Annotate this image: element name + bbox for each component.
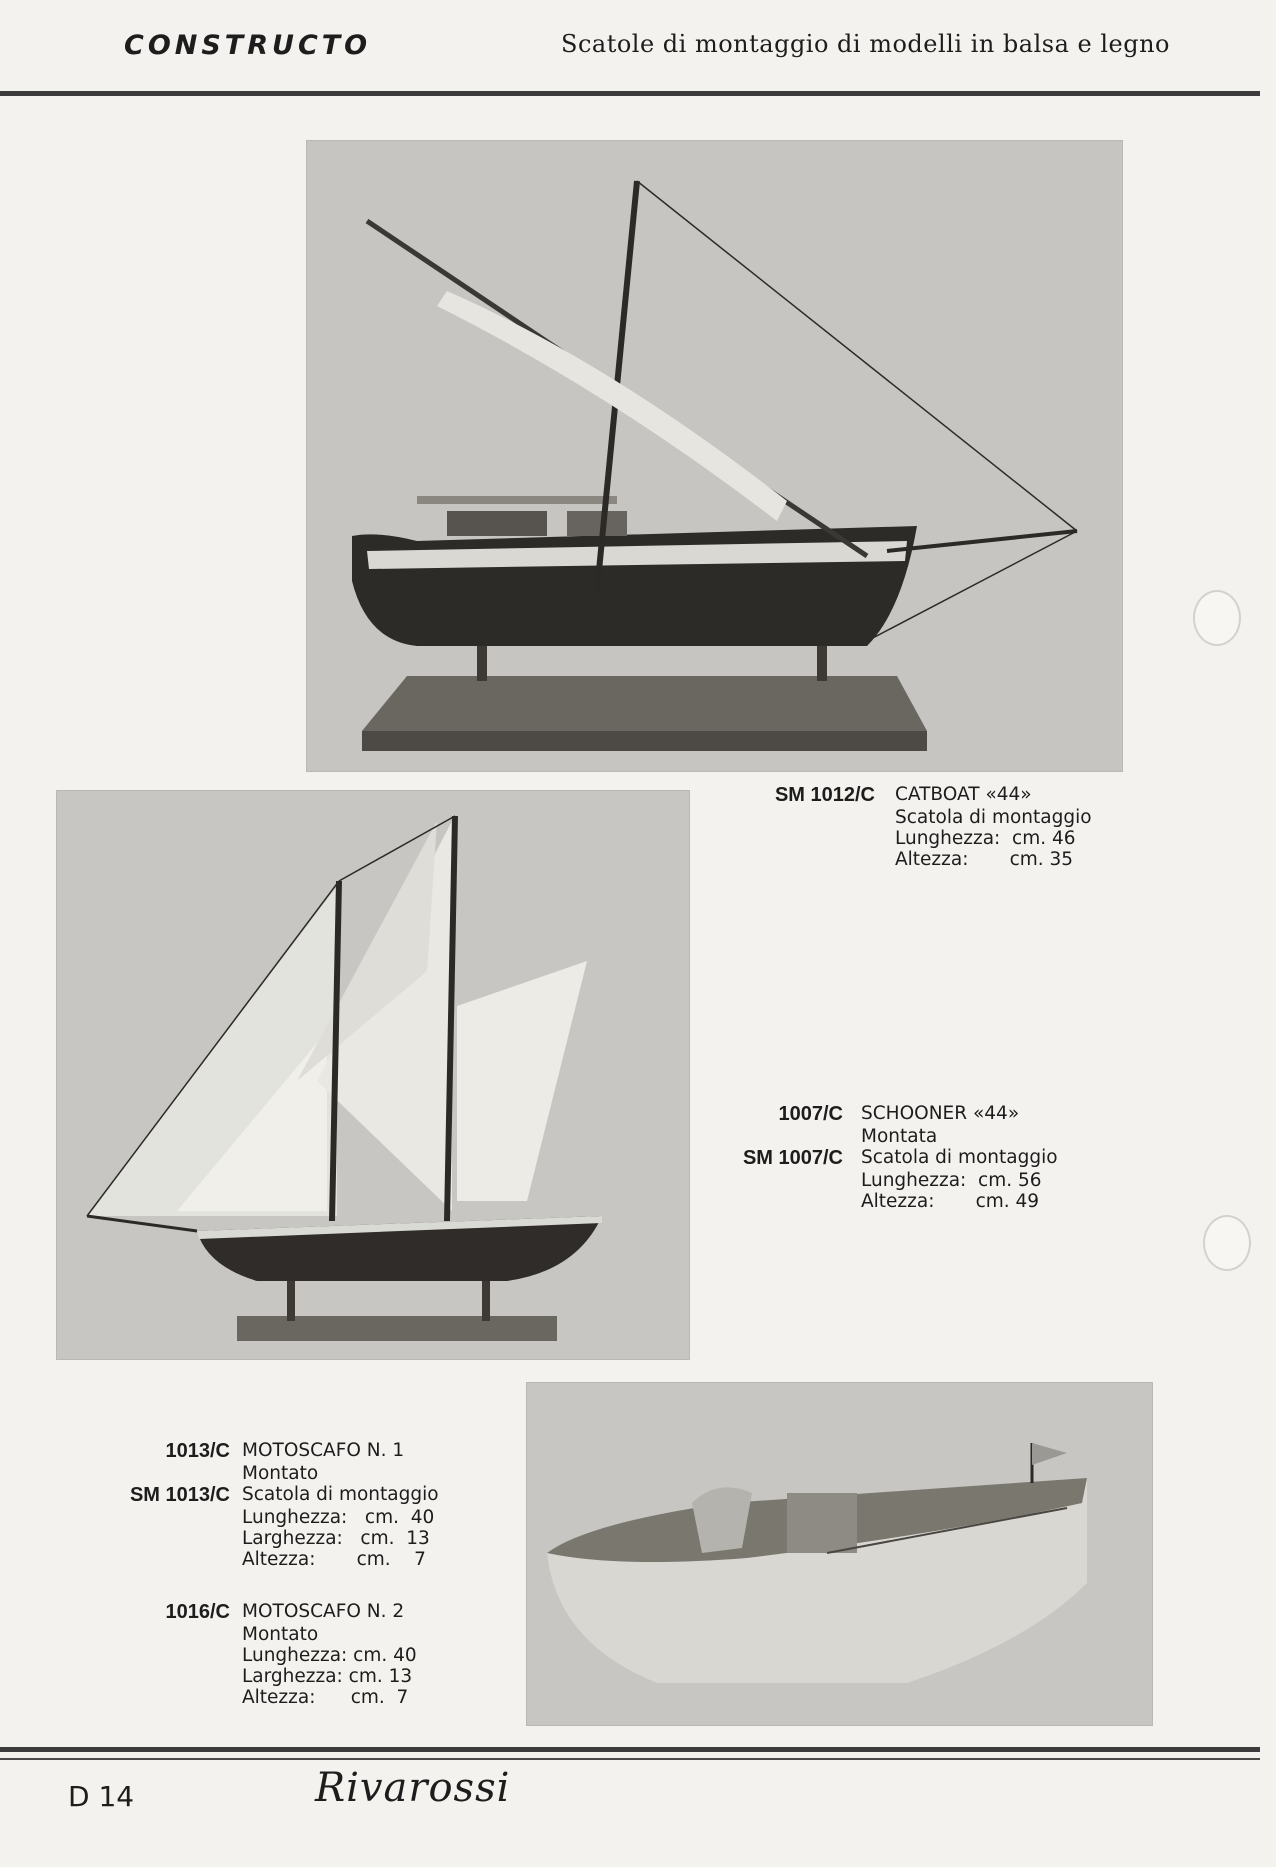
motoscafo-1-specs bbox=[90, 1440, 439, 1570]
schooner-photo bbox=[56, 790, 690, 1360]
product-name: CATBOAT «44» bbox=[895, 784, 1032, 805]
spec-line: Altezza: cm. 35 bbox=[895, 849, 1074, 870]
spec-line: Larghezza: cm. 13 bbox=[242, 1666, 413, 1687]
catboat-illustration bbox=[307, 141, 1122, 771]
spec-line: Altezza: cm. 7 bbox=[242, 1549, 426, 1570]
spec-text: Scatola di montaggio bbox=[861, 1147, 1058, 1168]
spec-line bbox=[90, 1484, 439, 1507]
product-name: MOTOSCAFO N. 2 bbox=[242, 1601, 405, 1622]
spec-line: Lunghezza: cm. 56 bbox=[861, 1170, 1042, 1191]
product-code: 1007/C bbox=[778, 1103, 843, 1125]
spec-line bbox=[90, 1601, 417, 1624]
spec-line bbox=[700, 1147, 1058, 1170]
product-code: SM 1013/C bbox=[129, 1484, 230, 1506]
spec-line: Montato bbox=[242, 1463, 319, 1484]
spec-line: Altezza: cm. 7 bbox=[242, 1687, 409, 1708]
brand-title: CONSTRUCTO bbox=[124, 30, 372, 61]
product-name: SCHOONER «44» bbox=[861, 1103, 1020, 1124]
product-code: SM 1007/C bbox=[742, 1147, 843, 1169]
catboat-specs bbox=[730, 784, 1092, 870]
spec-text: Scatola di montaggio bbox=[242, 1484, 439, 1505]
catboat-photo bbox=[306, 140, 1123, 772]
schooner-illustration bbox=[57, 791, 689, 1359]
motoscafo-2-specs bbox=[90, 1601, 417, 1708]
product-code: 1013/C bbox=[165, 1440, 230, 1462]
spec-line bbox=[700, 1103, 1058, 1126]
footer-rule-thin bbox=[0, 1758, 1260, 1760]
header-rule bbox=[0, 91, 1260, 96]
rivarossi-logo: Rivarossi bbox=[315, 1765, 511, 1811]
product-code: 1016/C bbox=[165, 1601, 230, 1623]
page-subtitle: Scatole di montaggio di modelli in balsa e legno bbox=[561, 30, 1170, 58]
spec-line bbox=[730, 784, 1092, 807]
spec-line: Lunghezza: cm. 46 bbox=[895, 828, 1076, 849]
punch-hole bbox=[1193, 590, 1241, 646]
spec-line: Larghezza: cm. 13 bbox=[242, 1528, 430, 1549]
spec-line: Lunghezza: cm. 40 bbox=[242, 1645, 417, 1666]
motoscafo-photo bbox=[526, 1382, 1153, 1726]
motoscafo-illustration bbox=[527, 1383, 1152, 1725]
footer-rule bbox=[0, 1747, 1260, 1752]
spec-line bbox=[90, 1440, 439, 1463]
product-name: MOTOSCAFO N. 1 bbox=[242, 1440, 405, 1461]
schooner-specs bbox=[700, 1103, 1058, 1212]
product-code: SM 1012/C bbox=[774, 784, 875, 806]
spec-line: Altezza: cm. 49 bbox=[861, 1191, 1040, 1212]
spec-line: Lunghezza: cm. 40 bbox=[242, 1507, 435, 1528]
page-number: D 14 bbox=[68, 1780, 135, 1813]
spec-line: Scatola di montaggio bbox=[895, 807, 1092, 828]
spec-line: Montata bbox=[861, 1126, 938, 1147]
spec-line: Montato bbox=[242, 1624, 319, 1645]
punch-hole bbox=[1203, 1215, 1251, 1271]
